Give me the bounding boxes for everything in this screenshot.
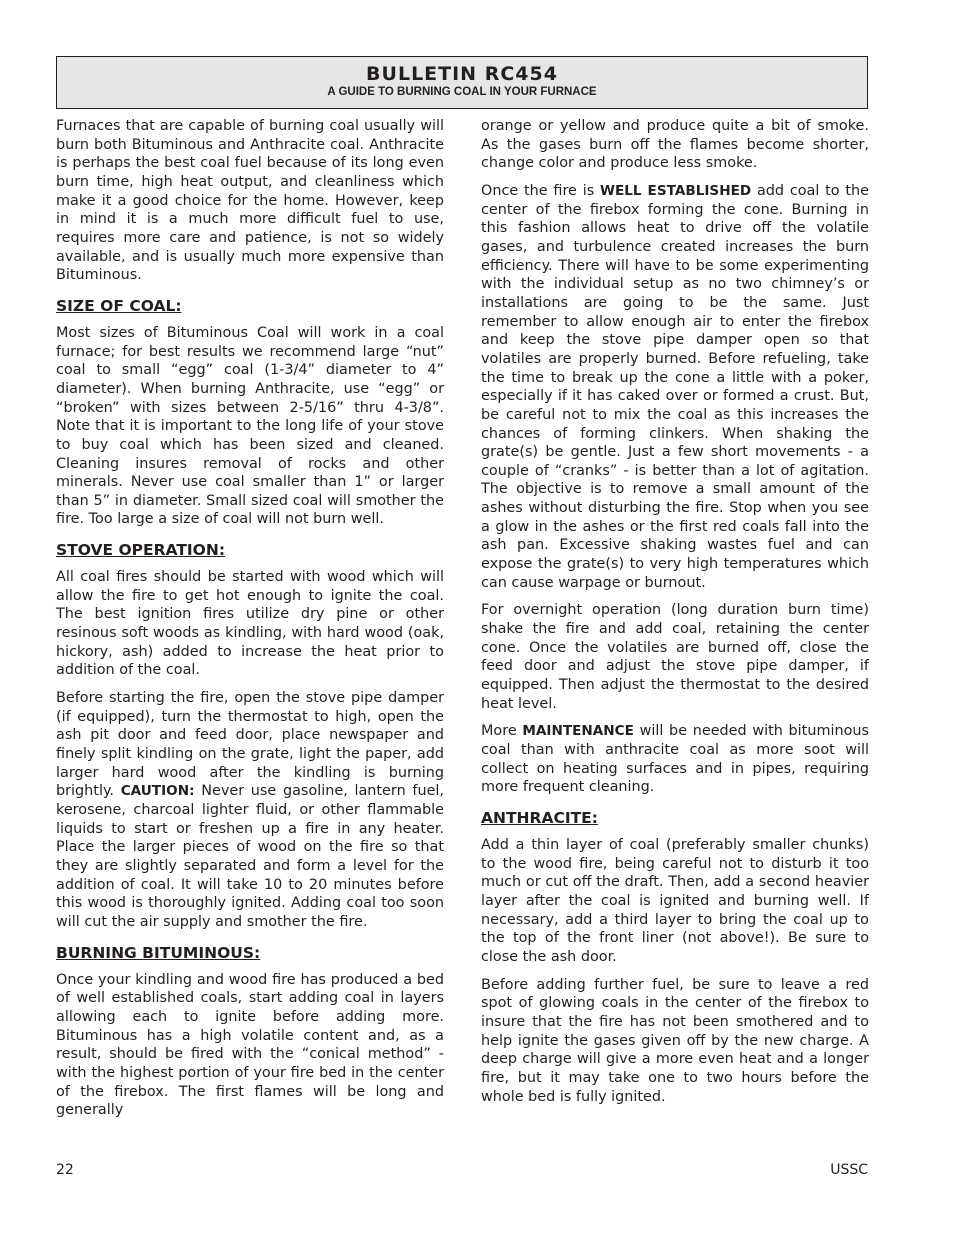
continued-paragraph: orange or yellow and produce quite a bit of smoke. As the gases burn off the flames become shorter, change color and produce less smoke.	[481, 118, 869, 172]
maintenance-part-a: More	[481, 723, 523, 740]
left-column	[56, 117, 444, 1129]
stove-operation-heading: STOVE OPERATION:	[56, 541, 226, 560]
burning-bituminous-heading: BURNING BITUMINOUS:	[56, 943, 261, 962]
anthracite-heading: ANTHRACITE:	[481, 808, 598, 827]
anthracite-paragraph-2: Before adding further fuel, be sure to leave a red spot of glowing coals in the center of the firebox to insure that the fire has not been smothered and to help ignite the gases given off by the new charge. A deep charge will give a more even heat and a longer fire, but it may take one to two hours before the whole bed is fully ignited.	[481, 976, 869, 1105]
well-established-label: WELL ESTABLISHED	[599, 182, 752, 199]
maintenance-paragraph	[481, 722, 869, 797]
intro-paragraph: Furnaces that are capable of burning coal usually will burn both Bituminous and Anthracite coal. Anthracite is perhaps the best coal fuel because of its long even burn time, high heat output, and cleanliness which make it a good choice for the home. However, keep in mind it is a much more difficult fuel to use, requires more care and patience, is not so widely available, and is usually much more expensive than Bituminous.	[56, 118, 444, 284]
maintenance-part-b: will be needed with bituminous coal than with anthracite coal as more soot will collect on heating surfaces and in pipes, requiring more frequent cleaning.	[481, 723, 870, 796]
anthracite-paragraph-1: Add a thin layer of coal (preferably smaller chunks) to the wood fire, being careful not to disturb it too much or cut off the draft. Then, add a second heavier layer after the coal is ignited and burning well. If necessary, add a third layer to bring the coal up to the top of the front liner (not above!). Be sure to close the ash door.	[481, 836, 869, 965]
size-of-coal-heading: SIZE OF COAL:	[56, 296, 182, 315]
page-number: 22	[56, 1162, 74, 1178]
stove-operation-paragraph-1: All coal fires should be started with wood which will allow the fire to get hot enough to ignite the coal. The best ignition fires utilize dry pine or other resinous soft woods as kindling, with hard wood (oak, hickory, ash) added to increase the heat prior to addition of the coal.	[56, 569, 444, 679]
bulletin-title: BULLETIN RC454	[366, 63, 558, 85]
overnight-paragraph: For overnight operation (long duration burn time) shake the fire and add coal, retaining the center cone. Once the volatiles are burned off, close the feed door and adjust the stove pipe damper, if equipped. Then adjust the thermostat to the desired heat level.	[481, 602, 869, 712]
maintenance-label: MAINTENANCE	[522, 723, 634, 740]
well-established-paragraph	[481, 182, 869, 592]
size-of-coal-paragraph: Most sizes of Bituminous Coal will work in a coal furnace; for best results we recommend large “nut” coal to small “egg” coal (1-3/4” diameter to 4” diameter). When burning Anthracite, use “egg” or “broken” with sizes between 2-5/16” thru 4-3/8”. Note that it is important to the long life of your stove to buy coal which has been sized and cleaned. Cleaning insures removal of rocks and other minerals. Never use coal smaller than 1” or larger than 5” in diameter. Small sized coal will smother the fire. Too large a size of coal will not burn well.	[56, 324, 444, 528]
bulletin-header	[56, 56, 868, 109]
bulletin-subtitle: A GUIDE TO BURNING COAL IN YOUR FURNACE	[327, 86, 597, 98]
caution-label: CAUTION:	[120, 783, 195, 800]
stove-operation-paragraph-2	[56, 689, 444, 932]
established-part-a: Once the fire is	[481, 182, 600, 199]
burning-bituminous-paragraph: Once your kindling and wood fire has produced a bed of well established coals, start adding coal in layers allowing each to ignite before adding more. Bituminous has a high volatile content and, as a result, should be fired with the “conical method” - with the highest portion of your fire bed in the center of the firebox. The first flames will be long and generally	[56, 971, 444, 1119]
footer-brand: USSC	[830, 1162, 868, 1178]
stove-text-part-a: Before starting the fire, open the stove pipe damper (if equipped), turn the thermostat to high, open the ash pit door and feed door, place newspaper and finely split kindling on the grate, light the paper, add larger hard wood after the kindling is burning brightly.	[56, 690, 444, 800]
right-column	[481, 117, 869, 1115]
stove-text-part-b: Never use gasoline, lantern fuel, kerosene, charcoal lighter fluid, or other flammable liquids to start or freshen up a fire in any heater. Place the larger pieces of wood on the fire so that they are slightly separated and form a level for the addition of coal. It will take 10 to 20 minutes before this wood is thoroughly ignited. Adding coal too soon will cut the air supply and smother the fire.	[56, 783, 444, 930]
established-part-b: add coal to the center of the firebox forming the cone. Burning in this fashion allows heat to drive off the volatile gases, and turbulence created increases the burn efficiency. There will have to be some experimenting with the individual setup as no two chimney’s or installations are going to be the same. Just remember to allow enough air to enter the firebox and keep the stove pipe damper open so that volatiles are properly burned. Before refueling, take the time to break up the cone a little with a poker, especially if it has caked over or formed a crust. But, be careful not to mix the coal as this increases the chances of forming clinkers. When shaking the grate(s) be gentle. Just a few short movements - a couple of “cranks” - is better than a lot of agitation. The objective is to remove a small amount of the ashes without disturbing the fire. Stop when you see a glow in the ashes or the first red coals fall into the ash pan. Excessive shaking wastes fuel and can expose the grate(s) to very high temperatures which can cause warpage or burnout.	[481, 182, 869, 591]
